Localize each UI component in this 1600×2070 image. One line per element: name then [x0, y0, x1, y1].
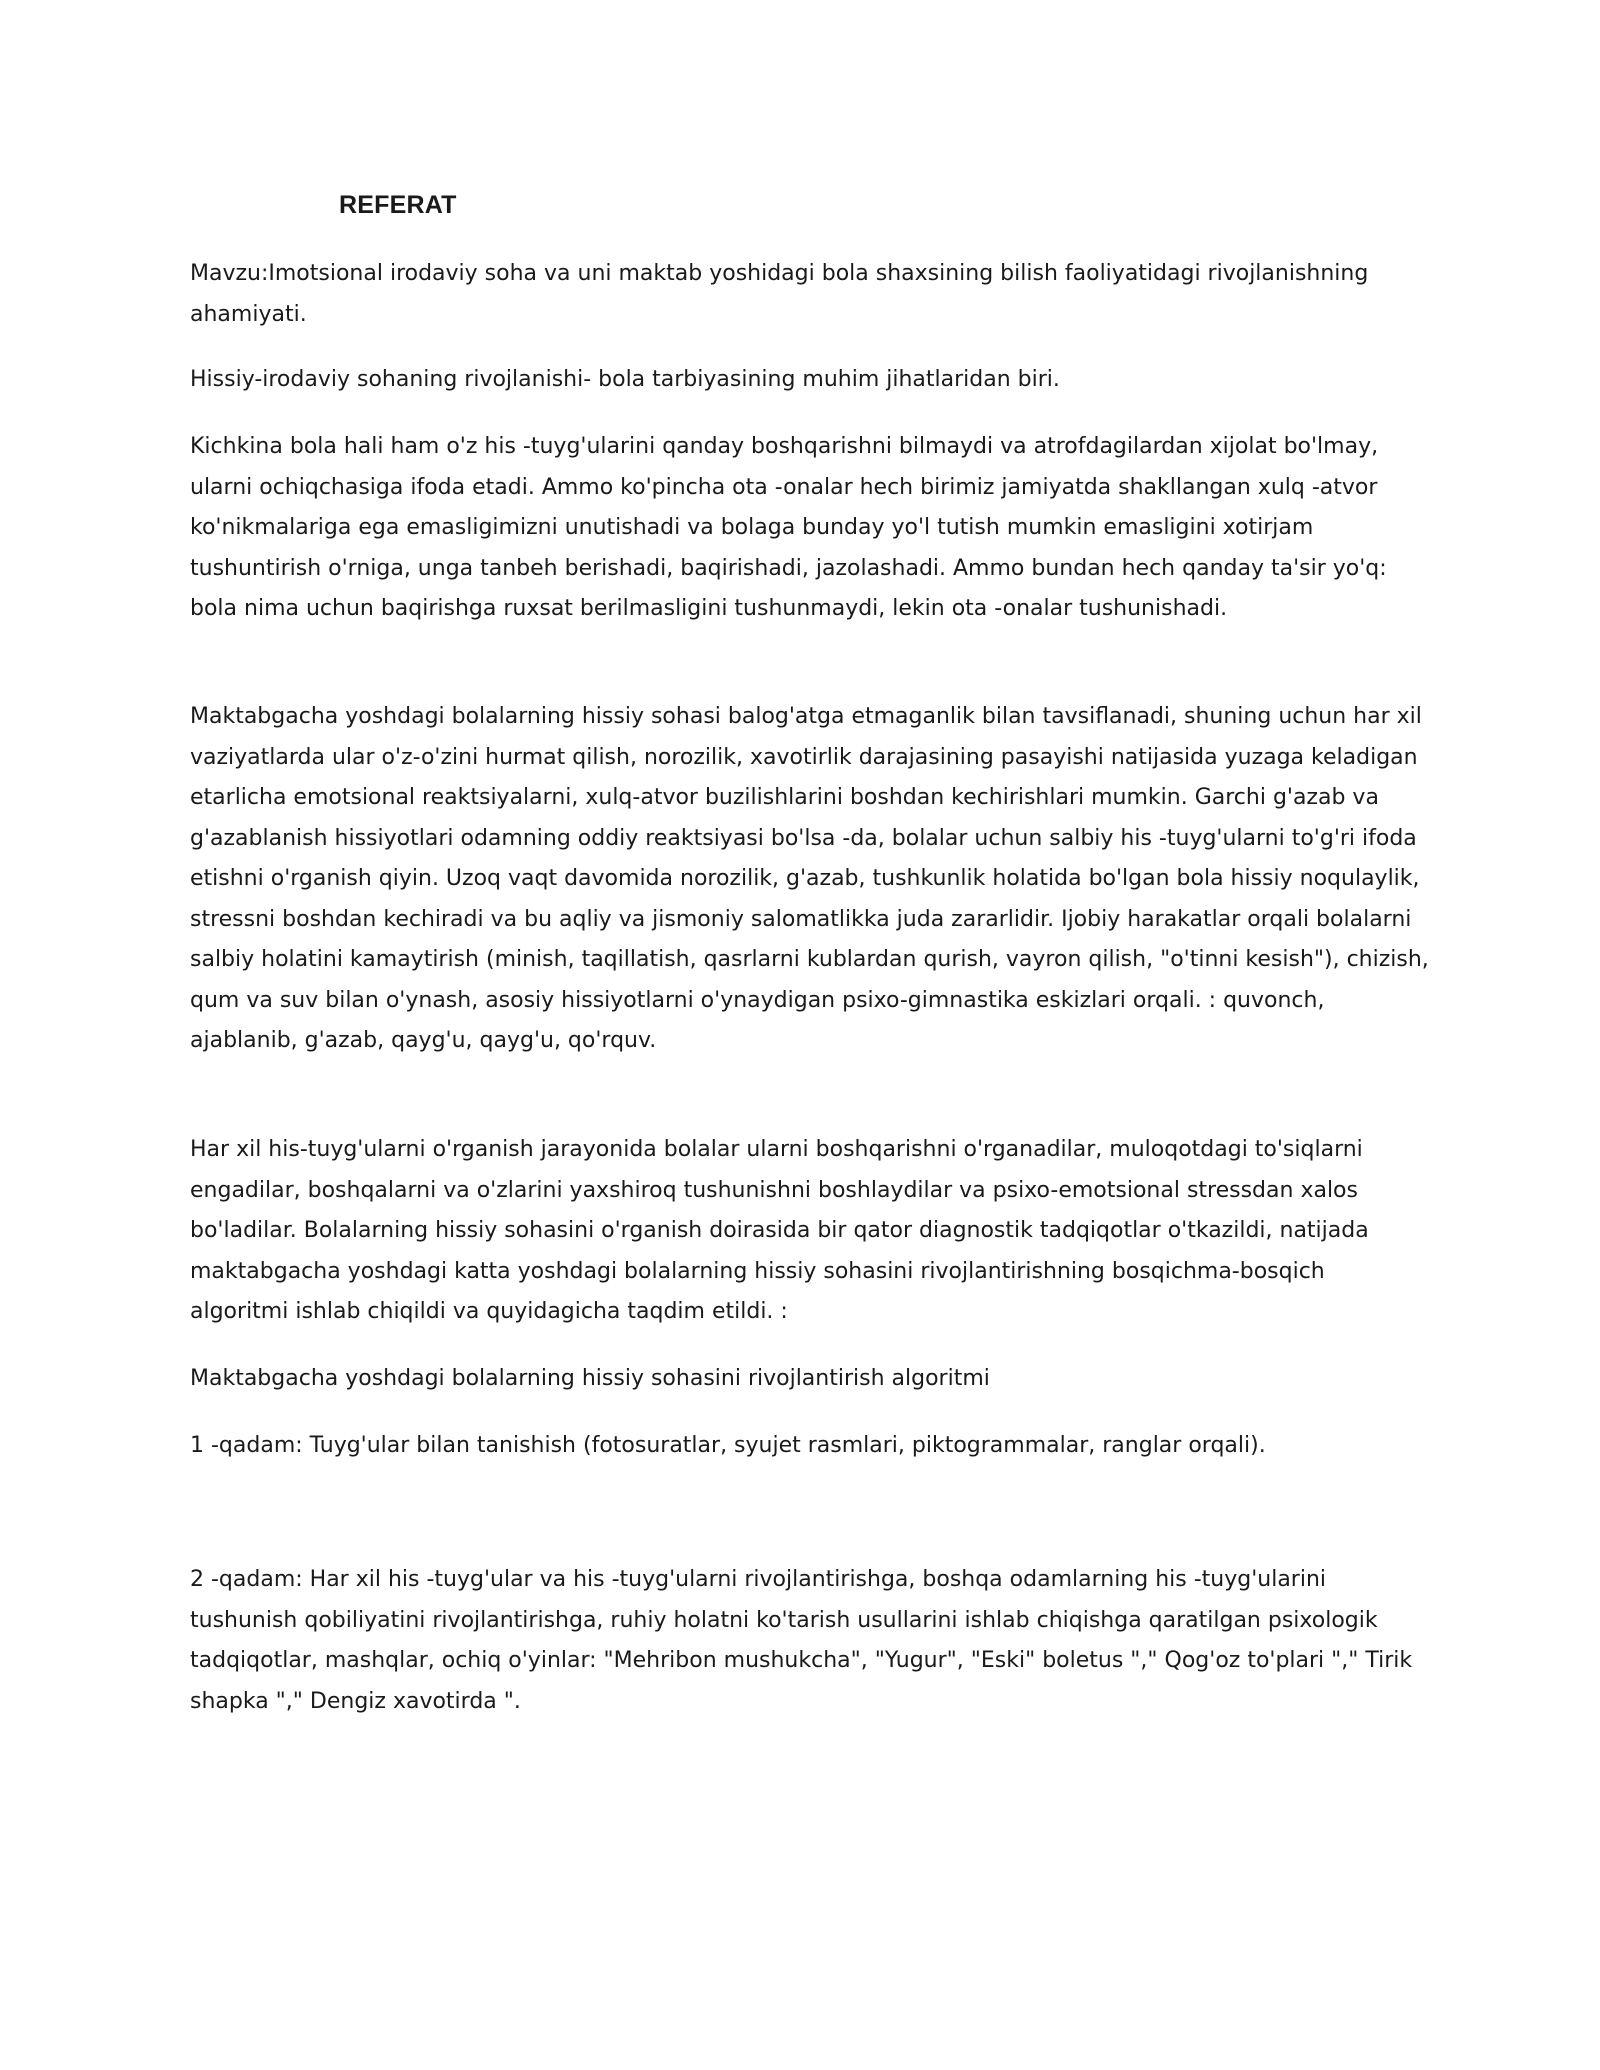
- paragraph-text: Maktabgacha yoshdagi bolalarning hissiy sohasini rivojlantirish algoritmi: [190, 1366, 990, 1391]
- paragraph-step-1: [190, 1426, 1430, 1467]
- paragraph-text: Kichkina bola hali ham o'z his -tuyg'ularini qanday boshqarishni bilmaydi va atrofdagilardan xijolat bo'lmay, ularni ochiqchasiga ifoda etadi. Ammo ko'pincha ota -onalar hech birimiz jamiyatda shakllangan xulq -atvor ko'nikmalariga ega emasligimizni unutishadi va bolaga bunday yo'l tutish mumkin emasligini xotirjam tushuntirish o'rniga, unga tanbeh berishadi, baqirishadi, jazolashadi. Ammo bundan hech qanday ta'sir yo'q: bola nima uchun baqirishga ruxsat berilmasligini tushunmaydi, lekin ota -onalar tushunishadi.: [190, 434, 1387, 621]
- paragraph-learning-emotions: [190, 1130, 1430, 1333]
- topic-paragraph: [190, 254, 1430, 335]
- paragraph-text: Har xil his-tuyg'ularni o'rganish jarayonida bolalar ularni boshqarishni o'rganadilar, muloqotdagi to'siqlarni engadilar, boshqalarni va o'zlarini yaxshiroq tushunishni boshlaydilar va psixo-emotsional stressdan xalos bo'ladilar. Bolalarning hissiy sohasini o'rganish doirasida bir qator diagnostik tadqiqotlar o'tkazildi, natijada maktabgacha yoshdagi katta yoshdagi bolalarning hissiy sohasini rivojlantirishning bosqichma-bosqich algoritmi ishlab chiqildi va quyidagicha taqdim etildi. :: [190, 1137, 1369, 1324]
- paragraph-text: Hissiy-irodaviy sohaning rivojlanishi- bola tarbiyasining muhim jihatlaridan biri.: [190, 367, 1060, 392]
- paragraph-text: Maktabgacha yoshdagi bolalarning hissiy sohasi balog'atga etmaganlik bilan tavsiflanadi, shuning uchun har xil vaziyatlarda ular o'z-o'zini hurmat qilish, norozilik, xavotirlik darajasining pasayishi natijasida yuzaga keladigan etarlicha emotsional reaktsiyalarni, xulq-atvor buzilishlarini boshdan kechirishlari mumkin. Garchi g'azab va g'azablanish hissiyotlari odamning oddiy reaktsiyasi bo'lsa -da, bolalar uchun salbiy his -tuyg'ularni to'g'ri ifoda etishni o'rganish qiyin. Uzoq vaqt davomida norozilik, g'azab, tushkunlik holatida bo'lgan bola hissiy noqulaylik, stressni boshdan kechiradi va bu aqliy va jismoniy salomatlikka juda zararlidir. Ijobiy harakatlar orqali bolalarni salbiy holatini kamaytirish (minish, taqillatish, qasrlarni kublardan qurish, vayron qilish, "o'tinni kesish"), chizish, qum va suv bilan o'ynash, asosiy hissiyotlarni o'ynaydigan psixo-gimnastika eskizlari orqali. : quvonch, ajablanib, g'azab, qayg'u, qayg'u, qo'rquv.: [190, 704, 1429, 1053]
- paragraph-algorithm-heading: [190, 1359, 1430, 1400]
- paragraph-step-2: [190, 1560, 1430, 1722]
- paragraph-preschool-emotions: [190, 697, 1430, 1062]
- topic-text: Mavzu:Imotsional irodaviy soha va uni maktab yoshidagi bola shaxsining bilish faoliyatidagi rivojlanishning ahamiyati.: [190, 261, 1369, 327]
- paragraph-intro: [190, 360, 1430, 401]
- paragraph-text: 1 -qadam: Tuyg'ular bilan tanishish (fotosuratlar, syujet rasmlari, piktogrammalar, ranglar orqali).: [190, 1433, 1266, 1458]
- paragraph-text: 2 -qadam: Har xil his -tuyg'ular va his -tuyg'ularni rivojlantirishga, boshqa odamlarning his -tuyg'ularini tushunish qobiliyatini rivojlantirishga, ruhiy holatni ko'tarish usullarini ishlab chiqishga qaratilgan psixologik tadqiqotlar, mashqlar, ochiq o'yinlar: "Mehribon mushukcha", "Yugur", "Eski" boletus "," Qog'oz to'plari "," Tirik shapka "," Dengiz xavotirda ".: [190, 1567, 1413, 1714]
- paragraph-child-emotions: [190, 427, 1430, 630]
- document-title: REFERAT: [339, 191, 457, 219]
